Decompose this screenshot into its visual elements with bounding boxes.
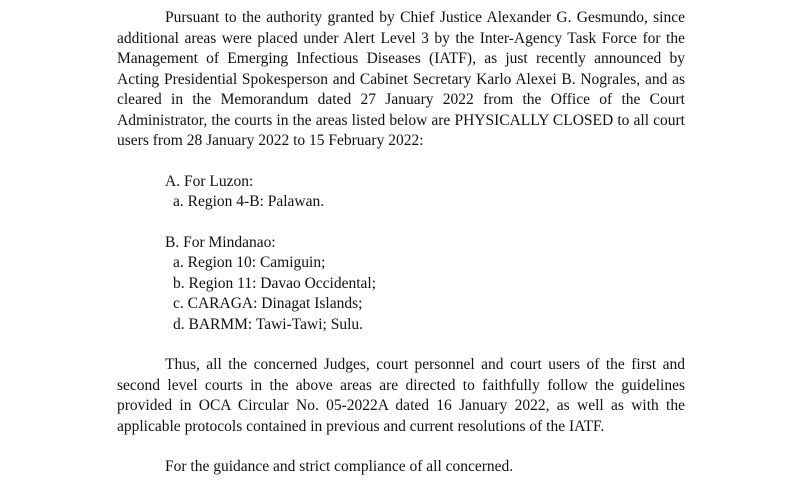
closing-paragraph: For the guidance and strict compliance of all concerned.: [165, 458, 514, 475]
list-item: a. Region 4-B: Palawan.: [173, 193, 325, 210]
list-item: a. Region 10: Camiguin;: [173, 254, 326, 271]
mindanao-list: [165, 253, 685, 335]
list-item: c. CARAGA: Dinagat Islands;: [173, 295, 363, 312]
luzon-section: [165, 172, 685, 213]
list-item: d. BARMM: Tawi-Tawi; Sulu.: [173, 315, 364, 333]
list-item: b. Region 11: Davao Occidental;: [173, 274, 377, 292]
luzon-heading: A. For Luzon:: [165, 172, 254, 190]
mindanao-section: [165, 233, 685, 336]
document-page: [117, 8, 685, 478]
intro-paragraph: Pursuant to the authority granted by Chief Justice Alexander G. Gesmundo, since additional areas were placed under Alert Level 3 by the Inter-Agency Task Force for the Management of Emerging Infectious Diseases (IATF), as just recently announced by Acting Presidential Spokesperson and Cabinet Secretary Karlo Alexei B. Nograles, and as cleared in the Memorandum dated 27 January 2022 from the Office of the Court Administrator, the courts in the areas listed below are PHYSICALLY CLOSED to all court users from 28 January 2022 to 15 February 2022:: [117, 9, 685, 149]
luzon-list: [165, 192, 685, 213]
mindanao-heading: B. For Mindanao:: [165, 233, 276, 251]
directive-paragraph: Thus, all the concerned Judges, court personnel and court users of the first and second level courts in the above areas are directed to faithfully follow the guidelines provided in OCA Circular No. 05-2022A dated 16 January 2022, as well as with the applicable protocols contained in previous and current resolutions of the IATF.: [117, 356, 685, 435]
